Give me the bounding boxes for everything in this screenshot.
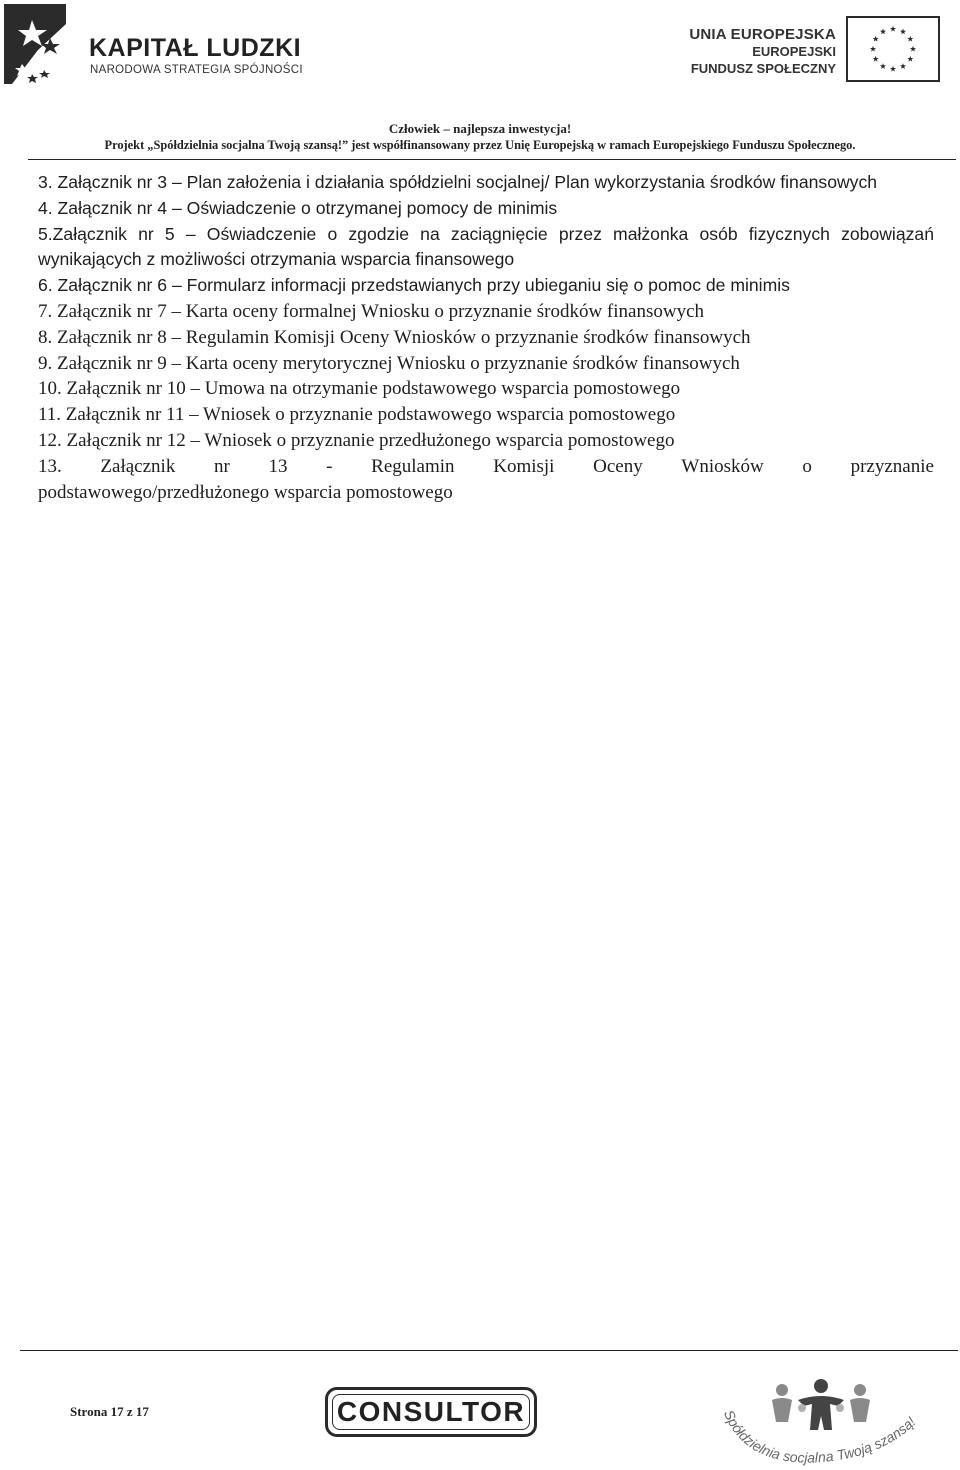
kapital-ludzki-title: KAPITAŁ LUDZKI xyxy=(89,34,302,62)
item-13-word: 13. xyxy=(38,455,62,477)
attachment-item-11: 11. Załącznik nr 11 – Wniosek o przyznanie podstawowego wsparcia pomostowego xyxy=(38,404,676,426)
consultor-logo xyxy=(325,1387,537,1437)
eu-line-2: EUROPEJSKI xyxy=(752,44,836,59)
attachment-item-13-line-2: podstawowego/przedłużonego wsparcia pomostowego xyxy=(38,481,453,503)
consultor-logo-text: CONSULTOR xyxy=(336,1396,526,1427)
item-13-word: - xyxy=(326,455,333,477)
item-13-word: Komisji xyxy=(493,455,555,477)
attachment-item-8: 8. Załącznik nr 8 – Regulamin Komisji Oceny Wniosków o przyznanie środków finansowych xyxy=(38,326,751,348)
attachment-item-6: 6. Załącznik nr 6 – Formularz informacji przedstawianych przy ubieganiu się o pomoc de minimis xyxy=(38,275,790,296)
attachment-item-13-line-1 xyxy=(38,454,934,480)
attachment-item-9: 9. Załącznik nr 9 – Karta oceny merytorycznej Wniosku o przyznanie środków finansowych xyxy=(38,352,740,374)
attachment-item-13 xyxy=(38,454,934,506)
attachment-item-3: 3. Załącznik nr 3 – Plan założenia i działania spółdzielni socjalnej/ Plan wykorzystania środków finansowych xyxy=(38,172,878,192)
spoldzielnia-logo-text: Spółdzielnia socjalna Twoją szansą! xyxy=(720,1407,919,1466)
item-13-word: Załącznik xyxy=(100,455,176,477)
item-13-word: Oceny xyxy=(593,455,643,477)
project-funding-line: Projekt „Spółdzielnia socjalna Twoją szansą!” jest współfinansowany przez Unię Europejską w ramach Europejskiego Funduszu Społecznego. xyxy=(104,138,856,152)
kapital-ludzki-logo xyxy=(2,4,303,88)
header-divider xyxy=(28,159,956,160)
item-13-word: Regulamin xyxy=(371,455,455,477)
kapital-ludzki-subtitle: NARODOWA STRATEGIA SPÓJNOŚCI xyxy=(90,64,303,76)
eu-line-3: FUNDUSZ SPOŁECZNY xyxy=(690,61,836,76)
attachment-item-12: 12. Załącznik nr 12 – Wniosek o przyznanie przedłużonego wsparcia pomostowego xyxy=(38,429,675,451)
eu-line-1: UNIA EUROPEJSKA xyxy=(689,26,836,43)
page-number: Strona 17 z 17 xyxy=(70,1404,149,1419)
attachment-item-10: 10. Załącznik nr 10 – Umowa na otrzymanie podstawowego wsparcia pomostowego xyxy=(38,378,681,400)
item-13-word: nr xyxy=(214,455,230,477)
item-13-word: 13 xyxy=(268,455,288,477)
footer-divider xyxy=(20,1350,958,1351)
spoldzielnia-logo-icon xyxy=(712,1378,932,1470)
attachment-item-4: 4. Załącznik nr 4 – Oświadczenie o otrzymanej pomocy de minimis xyxy=(38,197,558,218)
kapital-ludzki-star-mark-icon xyxy=(2,4,74,86)
eu-logo-text xyxy=(689,26,836,77)
item-13-word: Wniosków xyxy=(681,455,764,477)
item-13-word: przyznanie xyxy=(850,455,934,477)
attachment-item-7: 7. Załącznik nr 7 – Karta oceny formalnej Wniosku o przyznanie środków finansowych xyxy=(38,300,705,322)
eu-logo xyxy=(689,14,942,84)
item-13-word: o xyxy=(802,455,812,477)
motto: Człowiek – najlepsza inwestycja! xyxy=(388,121,572,136)
eu-flag-icon xyxy=(846,16,940,82)
attachment-item-5: 5.Załącznik nr 5 – Oświadczenie o zgodzie na zaciągnięcie przez małżonka osób fizycznych zobowiązań wynikających z możliwości otrzymania wsparcia finansowego xyxy=(38,223,934,270)
attachments-list xyxy=(38,170,934,505)
